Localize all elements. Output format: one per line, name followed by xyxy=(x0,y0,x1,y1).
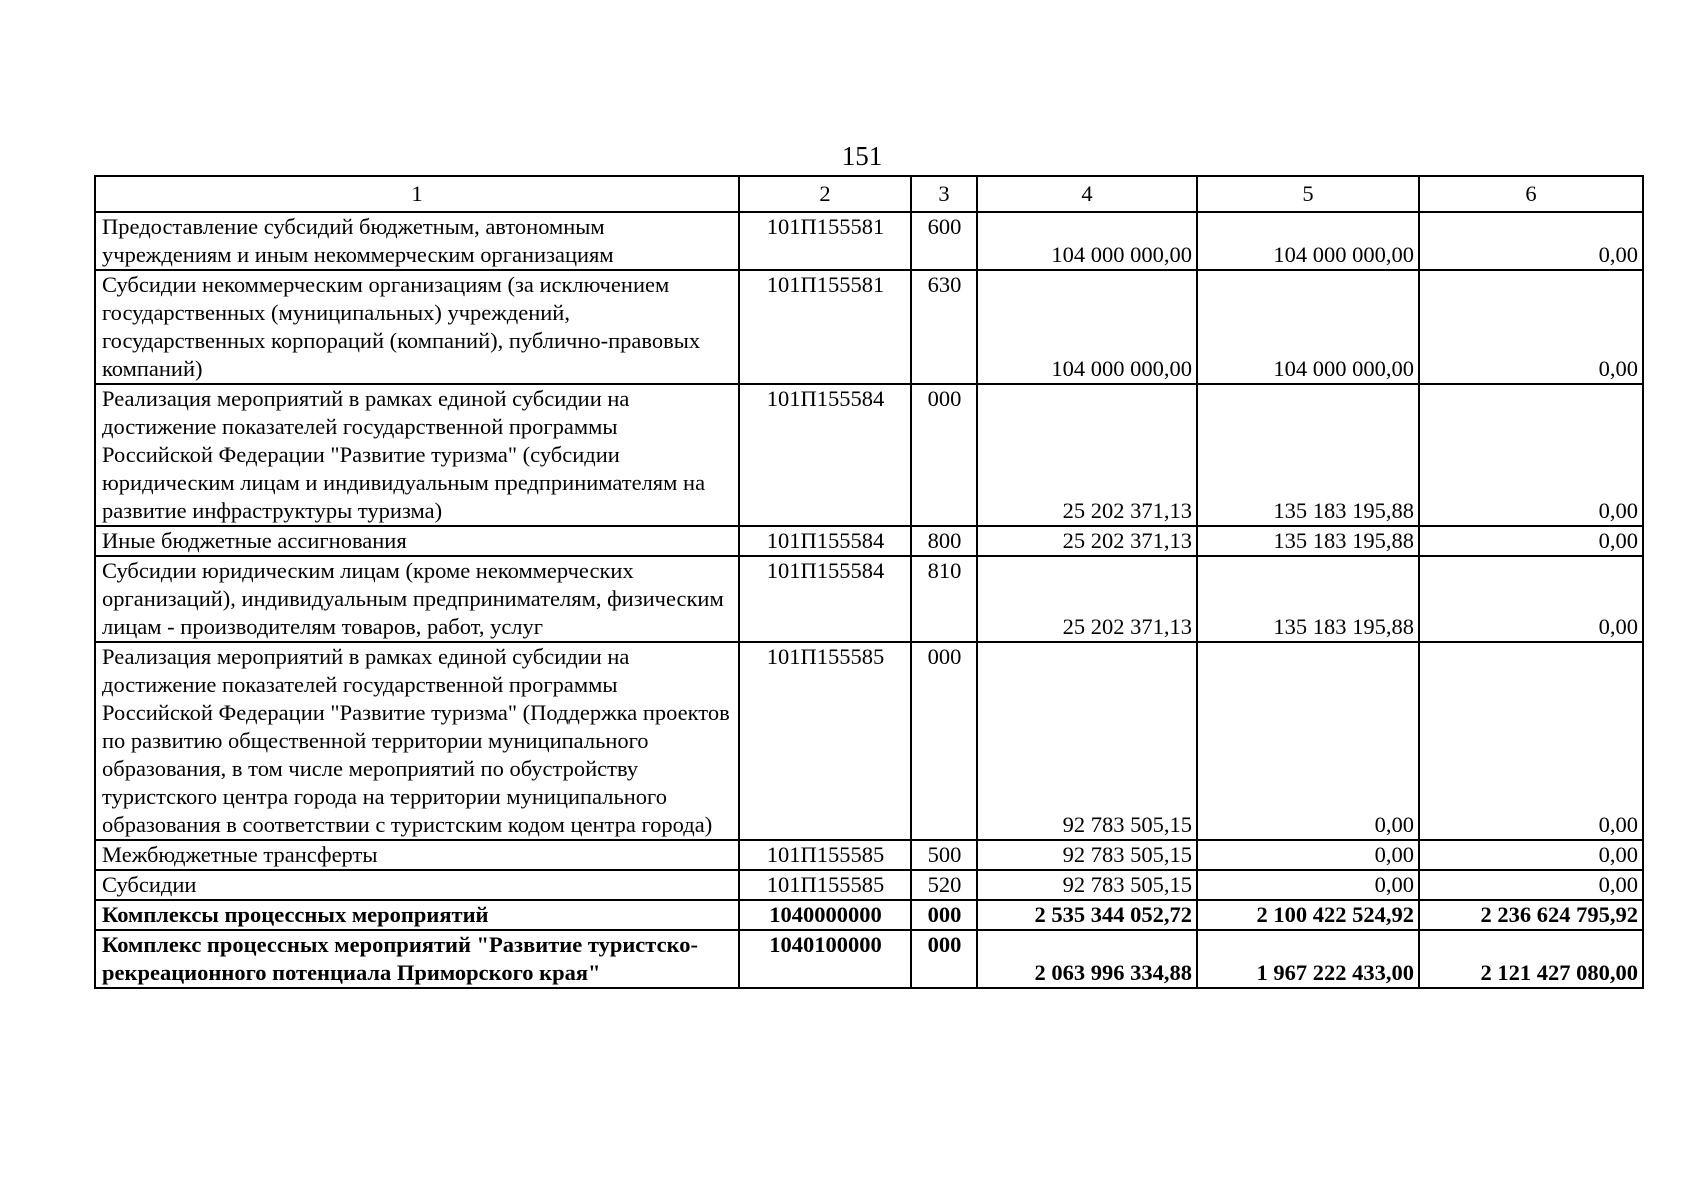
amount-col6: 0,00 xyxy=(1419,870,1643,900)
target-code: 1040100000 xyxy=(739,930,911,988)
target-code: 101П155584 xyxy=(739,384,911,526)
expense-type: 630 xyxy=(911,270,977,384)
item-name: Субсидии xyxy=(95,870,739,900)
item-name: Межбюджетные трансферты xyxy=(95,840,739,870)
amount-col6: 0,00 xyxy=(1419,526,1643,556)
column-header: 3 xyxy=(911,176,977,212)
amount-col4: 92 783 505,15 xyxy=(977,840,1197,870)
amount-col5: 135 183 195,88 xyxy=(1197,526,1419,556)
table-row xyxy=(95,384,1643,526)
amount-col6: 0,00 xyxy=(1419,212,1643,270)
amount-col5: 1 967 222 433,00 xyxy=(1197,930,1419,988)
amount-col4: 92 783 505,15 xyxy=(977,642,1197,840)
table-row xyxy=(95,840,1643,870)
amount-col5: 0,00 xyxy=(1197,870,1419,900)
expense-type: 500 xyxy=(911,840,977,870)
amount-col5: 104 000 000,00 xyxy=(1197,270,1419,384)
table-row xyxy=(95,900,1643,930)
target-code: 101П155584 xyxy=(739,556,911,642)
expense-type: 520 xyxy=(911,870,977,900)
expense-type: 000 xyxy=(911,900,977,930)
amount-col4: 92 783 505,15 xyxy=(977,870,1197,900)
amount-col6: 0,00 xyxy=(1419,384,1643,526)
item-name: Комплекс процессных мероприятий "Развитие туристско-рекреационного потенциала Приморского края" xyxy=(95,930,739,988)
column-header: 4 xyxy=(977,176,1197,212)
expense-type: 000 xyxy=(911,930,977,988)
amount-col6: 0,00 xyxy=(1419,642,1643,840)
budget-table xyxy=(94,175,1644,989)
table-row xyxy=(95,930,1643,988)
column-header: 1 xyxy=(95,176,739,212)
amount-col5: 104 000 000,00 xyxy=(1197,212,1419,270)
expense-type: 600 xyxy=(911,212,977,270)
expense-type: 000 xyxy=(911,384,977,526)
amount-col4: 25 202 371,13 xyxy=(977,384,1197,526)
item-name: Реализация мероприятий в рамках единой субсидии на достижение показателей государственной программы Российской Федерации "Развитие туризма" (субсидии юридическим лицам и индивидуальным предпринимателям на развитие инфраструктуры туризма) xyxy=(95,384,739,526)
item-name: Субсидии юридическим лицам (кроме некоммерческих организаций), индивидуальным предпринимателям, физическим лицам - производителям товаров, работ, услуг xyxy=(95,556,739,642)
column-number-row xyxy=(95,176,1643,212)
column-header: 5 xyxy=(1197,176,1419,212)
amount-col4: 25 202 371,13 xyxy=(977,526,1197,556)
target-code: 101П155585 xyxy=(739,642,911,840)
amount-col6: 2 121 427 080,00 xyxy=(1419,930,1643,988)
expense-type: 000 xyxy=(911,642,977,840)
table-row xyxy=(95,526,1643,556)
expense-type: 800 xyxy=(911,526,977,556)
target-code: 101П155585 xyxy=(739,870,911,900)
target-code: 101П155585 xyxy=(739,840,911,870)
column-header: 2 xyxy=(739,176,911,212)
table-row xyxy=(95,642,1643,840)
column-header: 6 xyxy=(1419,176,1643,212)
amount-col4: 2 063 996 334,88 xyxy=(977,930,1197,988)
target-code: 1040000000 xyxy=(739,900,911,930)
amount-col5: 2 100 422 524,92 xyxy=(1197,900,1419,930)
amount-col6: 0,00 xyxy=(1419,270,1643,384)
page-number: 151 xyxy=(841,141,883,171)
item-name: Субсидии некоммерческим организациям (за исключением государственных (муниципальных) учреждений, государственных корпораций (компаний), публично-правовых компаний) xyxy=(95,270,739,384)
amount-col6: 2 236 624 795,92 xyxy=(1419,900,1643,930)
table-row xyxy=(95,870,1643,900)
amount-col4: 104 000 000,00 xyxy=(977,270,1197,384)
amount-col5: 135 183 195,88 xyxy=(1197,556,1419,642)
amount-col4: 2 535 344 052,72 xyxy=(977,900,1197,930)
table-row xyxy=(95,556,1643,642)
expense-type: 810 xyxy=(911,556,977,642)
item-name: Иные бюджетные ассигнования xyxy=(95,526,739,556)
item-name: Реализация мероприятий в рамках единой субсидии на достижение показателей государственной программы Российской Федерации "Развитие туризма" (Поддержка проектов по развитию общественной территории муниципального образования, в том числе мероприятий по обустройству туристского центра города на территории муниципального образования в соответствии с туристским кодом центра города) xyxy=(95,642,739,840)
amount-col6: 0,00 xyxy=(1419,556,1643,642)
amount-col4: 104 000 000,00 xyxy=(977,212,1197,270)
target-code: 101П155581 xyxy=(739,270,911,384)
item-name: Предоставление субсидий бюджетным, автономным учреждениям и иным некоммерческим организациям xyxy=(95,212,739,270)
amount-col5: 0,00 xyxy=(1197,642,1419,840)
amount-col4: 25 202 371,13 xyxy=(977,556,1197,642)
table-row xyxy=(95,212,1643,270)
target-code: 101П155581 xyxy=(739,212,911,270)
amount-col6: 0,00 xyxy=(1419,840,1643,870)
amount-col5: 135 183 195,88 xyxy=(1197,384,1419,526)
target-code: 101П155584 xyxy=(739,526,911,556)
item-name: Комплексы процессных мероприятий xyxy=(95,900,739,930)
table-row xyxy=(95,270,1643,384)
amount-col5: 0,00 xyxy=(1197,840,1419,870)
